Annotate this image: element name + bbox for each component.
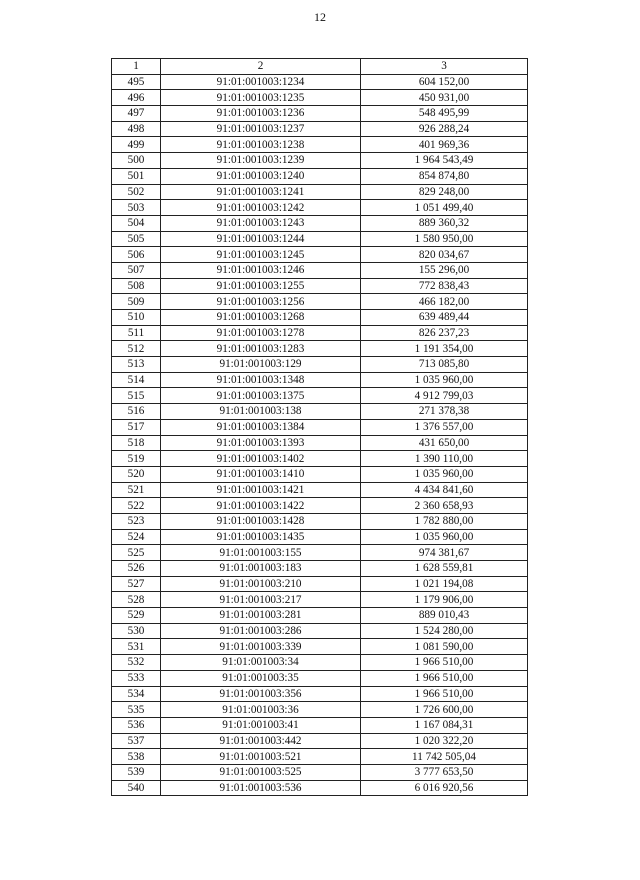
- cadastral-value-cell: 1 191 354,00: [361, 341, 528, 357]
- cadastral-number-cell: 91:01:001003:286: [161, 623, 361, 639]
- cadastral-number-cell: 91:01:001003:36: [161, 702, 361, 718]
- table-row: [112, 780, 528, 796]
- cadastral-number-cell: 91:01:001003:1234: [161, 74, 361, 90]
- row-index-cell: 511: [112, 325, 161, 341]
- row-index-cell: 502: [112, 184, 161, 200]
- cadastral-number-cell: 91:01:001003:210: [161, 576, 361, 592]
- cadastral-number-cell: 91:01:001003:356: [161, 686, 361, 702]
- cadastral-value-cell: 974 381,67: [361, 545, 528, 561]
- cadastral-number-cell: 91:01:001003:217: [161, 592, 361, 608]
- cadastral-value-cell: 889 010,43: [361, 608, 528, 624]
- cadastral-value-cell: 1 081 590,00: [361, 639, 528, 655]
- cadastral-number-cell: 91:01:001003:1421: [161, 482, 361, 498]
- table-row: [112, 639, 528, 655]
- cadastral-number-cell: 91:01:001003:1393: [161, 435, 361, 451]
- row-index-cell: 512: [112, 341, 161, 357]
- cadastral-number-cell: 91:01:001003:1422: [161, 498, 361, 514]
- cadastral-value-cell: 1 035 960,00: [361, 529, 528, 545]
- cadastral-value-cell: 1 726 600,00: [361, 702, 528, 718]
- row-index-cell: 527: [112, 576, 161, 592]
- cadastral-number-cell: 91:01:001003:35: [161, 670, 361, 686]
- table-row: [112, 702, 528, 718]
- table-row: [112, 74, 528, 90]
- cadastral-number-cell: 91:01:001003:1239: [161, 153, 361, 169]
- cadastral-number-cell: 91:01:001003:1278: [161, 325, 361, 341]
- cadastral-number-cell: 91:01:001003:41: [161, 717, 361, 733]
- table-row: [112, 419, 528, 435]
- cadastral-value-cell: 4 912 799,03: [361, 388, 528, 404]
- cadastral-number-cell: 91:01:001003:1283: [161, 341, 361, 357]
- table-row: [112, 247, 528, 263]
- row-index-cell: 536: [112, 717, 161, 733]
- row-index-cell: 533: [112, 670, 161, 686]
- cadastral-value-cell: 1 580 950,00: [361, 231, 528, 247]
- row-index-cell: 530: [112, 623, 161, 639]
- row-index-cell: 496: [112, 90, 161, 106]
- cadastral-number-cell: 91:01:001003:1241: [161, 184, 361, 200]
- row-index-cell: 538: [112, 749, 161, 765]
- header-cell-value: 3: [361, 59, 528, 75]
- cadastral-number-cell: 91:01:001003:1240: [161, 168, 361, 184]
- cadastral-number-cell: 91:01:001003:339: [161, 639, 361, 655]
- cadastral-value-cell: 713 085,80: [361, 357, 528, 373]
- cadastral-number-cell: 91:01:001003:1435: [161, 529, 361, 545]
- table-row: [112, 435, 528, 451]
- cadastral-value-cell: 1 035 960,00: [361, 372, 528, 388]
- cadastral-value-cell: 1 390 110,00: [361, 451, 528, 467]
- cadastral-value-cell: 1 051 499,40: [361, 200, 528, 216]
- table-row: [112, 184, 528, 200]
- table-row: [112, 749, 528, 765]
- cadastral-number-cell: 91:01:001003:1384: [161, 419, 361, 435]
- cadastral-number-cell: 91:01:001003:34: [161, 655, 361, 671]
- table-row: [112, 623, 528, 639]
- table-row: [112, 561, 528, 577]
- cadastral-value-cell: 11 742 505,04: [361, 749, 528, 765]
- row-index-cell: 516: [112, 404, 161, 420]
- row-index-cell: 504: [112, 215, 161, 231]
- table-row: [112, 121, 528, 137]
- cadastral-value-cell: 1 628 559,81: [361, 561, 528, 577]
- table-row: [112, 670, 528, 686]
- row-index-cell: 521: [112, 482, 161, 498]
- row-index-cell: 510: [112, 310, 161, 326]
- table-row: [112, 513, 528, 529]
- row-index-cell: 534: [112, 686, 161, 702]
- table-row: [112, 404, 528, 420]
- table-row: [112, 498, 528, 514]
- cadastral-value-cell: 1 020 322,20: [361, 733, 528, 749]
- cadastral-number-cell: 91:01:001003:1245: [161, 247, 361, 263]
- cadastral-value-cell: 2 360 658,93: [361, 498, 528, 514]
- table-row: [112, 545, 528, 561]
- row-index-cell: 532: [112, 655, 161, 671]
- cadastral-value-cell: 1 035 960,00: [361, 466, 528, 482]
- cadastral-value-cell: 639 489,44: [361, 310, 528, 326]
- table-row: [112, 466, 528, 482]
- cadastral-number-cell: 91:01:001003:1410: [161, 466, 361, 482]
- row-index-cell: 501: [112, 168, 161, 184]
- row-index-cell: 505: [112, 231, 161, 247]
- row-index-cell: 524: [112, 529, 161, 545]
- cadastral-value-cell: 271 378,38: [361, 404, 528, 420]
- cadastral-value-cell: 155 296,00: [361, 262, 528, 278]
- row-index-cell: 498: [112, 121, 161, 137]
- cadastral-value-cell: 820 034,67: [361, 247, 528, 263]
- table-row: [112, 294, 528, 310]
- cadastral-value-cell: 889 360,32: [361, 215, 528, 231]
- cadastral-value-cell: 1 966 510,00: [361, 670, 528, 686]
- cadastral-value-cell: 854 874,80: [361, 168, 528, 184]
- table-row: [112, 529, 528, 545]
- row-index-cell: 497: [112, 106, 161, 122]
- cadastral-number-cell: 91:01:001003:1243: [161, 215, 361, 231]
- cadastral-number-cell: 91:01:001003:1402: [161, 451, 361, 467]
- cadastral-number-cell: 91:01:001003:525: [161, 764, 361, 780]
- cadastral-number-cell: 91:01:001003:281: [161, 608, 361, 624]
- cadastral-value-cell: 826 237,23: [361, 325, 528, 341]
- cadastral-value-cell: 1 782 880,00: [361, 513, 528, 529]
- row-index-cell: 503: [112, 200, 161, 216]
- cadastral-number-cell: 91:01:001003:1256: [161, 294, 361, 310]
- row-index-cell: 539: [112, 764, 161, 780]
- table-row: [112, 153, 528, 169]
- cadastral-number-cell: 91:01:001003:1236: [161, 106, 361, 122]
- cadastral-number-cell: 91:01:001003:1375: [161, 388, 361, 404]
- table-row: [112, 341, 528, 357]
- cadastral-value-cell: 926 288,24: [361, 121, 528, 137]
- table-row: [112, 717, 528, 733]
- cadastral-value-cell: 450 931,00: [361, 90, 528, 106]
- table-row: [112, 357, 528, 373]
- cadastral-number-cell: 91:01:001003:536: [161, 780, 361, 796]
- row-index-cell: 499: [112, 137, 161, 153]
- cadastral-number-cell: 91:01:001003:1238: [161, 137, 361, 153]
- cadastral-value-cell: 6 016 920,56: [361, 780, 528, 796]
- cadastral-number-cell: 91:01:001003:1246: [161, 262, 361, 278]
- table-row: [112, 388, 528, 404]
- row-index-cell: 508: [112, 278, 161, 294]
- cadastral-number-cell: 91:01:001003:1237: [161, 121, 361, 137]
- cadastral-value-cell: 1 966 510,00: [361, 655, 528, 671]
- cadastral-value-cell: 604 152,00: [361, 74, 528, 90]
- cadastral-number-cell: 91:01:001003:183: [161, 561, 361, 577]
- table-row: [112, 262, 528, 278]
- table-row: [112, 231, 528, 247]
- row-index-cell: 526: [112, 561, 161, 577]
- cadastral-value-cell: 1 524 280,00: [361, 623, 528, 639]
- table-row: [112, 310, 528, 326]
- row-index-cell: 540: [112, 780, 161, 796]
- row-index-cell: 522: [112, 498, 161, 514]
- table-row: [112, 655, 528, 671]
- cadastral-number-cell: 91:01:001003:129: [161, 357, 361, 373]
- cadastral-value-cell: 4 434 841,60: [361, 482, 528, 498]
- header-cell-cadastral-number: 2: [161, 59, 361, 75]
- table-row: [112, 482, 528, 498]
- cadastral-number-cell: 91:01:001003:1268: [161, 310, 361, 326]
- table-row: [112, 106, 528, 122]
- cadastral-number-cell: 91:01:001003:521: [161, 749, 361, 765]
- row-index-cell: 515: [112, 388, 161, 404]
- row-index-cell: 519: [112, 451, 161, 467]
- table-header-row: [112, 59, 528, 75]
- row-index-cell: 495: [112, 74, 161, 90]
- table-row: [112, 90, 528, 106]
- row-index-cell: 520: [112, 466, 161, 482]
- row-index-cell: 513: [112, 357, 161, 373]
- row-index-cell: 535: [112, 702, 161, 718]
- cadastral-value-cell: 772 838,43: [361, 278, 528, 294]
- cadastral-number-cell: 91:01:001003:442: [161, 733, 361, 749]
- table-row: [112, 733, 528, 749]
- cadastral-value-cell: 3 777 653,50: [361, 764, 528, 780]
- page-number: 12: [314, 10, 326, 24]
- row-index-cell: 537: [112, 733, 161, 749]
- cadastral-number-cell: 91:01:001003:1244: [161, 231, 361, 247]
- cadastral-value-cell: 431 650,00: [361, 435, 528, 451]
- cadastral-number-cell: 91:01:001003:1255: [161, 278, 361, 294]
- table-row: [112, 278, 528, 294]
- table-body: [112, 74, 528, 796]
- row-index-cell: 529: [112, 608, 161, 624]
- row-index-cell: 514: [112, 372, 161, 388]
- table-row: [112, 325, 528, 341]
- row-index-cell: 518: [112, 435, 161, 451]
- table-row: [112, 608, 528, 624]
- cadastral-number-cell: 91:01:001003:138: [161, 404, 361, 420]
- table-row: [112, 372, 528, 388]
- row-index-cell: 523: [112, 513, 161, 529]
- row-index-cell: 507: [112, 262, 161, 278]
- row-index-cell: 506: [112, 247, 161, 263]
- row-index-cell: 528: [112, 592, 161, 608]
- cadastral-value-cell: 401 969,36: [361, 137, 528, 153]
- cadastral-value-cell: 829 248,00: [361, 184, 528, 200]
- table-row: [112, 764, 528, 780]
- row-index-cell: 525: [112, 545, 161, 561]
- cadastral-number-cell: 91:01:001003:1348: [161, 372, 361, 388]
- cadastral-number-cell: 91:01:001003:155: [161, 545, 361, 561]
- cadastral-value-cell: 1 966 510,00: [361, 686, 528, 702]
- table-row: [112, 200, 528, 216]
- table-row: [112, 451, 528, 467]
- table-row: [112, 168, 528, 184]
- row-index-cell: 531: [112, 639, 161, 655]
- cadastral-number-cell: 91:01:001003:1428: [161, 513, 361, 529]
- row-index-cell: 509: [112, 294, 161, 310]
- table-row: [112, 137, 528, 153]
- cadastral-value-cell: 1 167 084,31: [361, 717, 528, 733]
- row-index-cell: 517: [112, 419, 161, 435]
- table-row: [112, 592, 528, 608]
- cadastral-number-cell: 91:01:001003:1242: [161, 200, 361, 216]
- cadastral-value-cell: 466 182,00: [361, 294, 528, 310]
- cadastral-value-cell: 1 021 194,08: [361, 576, 528, 592]
- row-index-cell: 500: [112, 153, 161, 169]
- cadastral-value-cell: 548 495,99: [361, 106, 528, 122]
- table-row: [112, 215, 528, 231]
- cadastral-value-table: [111, 58, 528, 796]
- cadastral-number-cell: 91:01:001003:1235: [161, 90, 361, 106]
- cadastral-value-cell: 1 964 543,49: [361, 153, 528, 169]
- cadastral-value-cell: 1 376 557,00: [361, 419, 528, 435]
- cadastral-value-cell: 1 179 906,00: [361, 592, 528, 608]
- header-cell-index: 1: [112, 59, 161, 75]
- table-row: [112, 686, 528, 702]
- table-row: [112, 576, 528, 592]
